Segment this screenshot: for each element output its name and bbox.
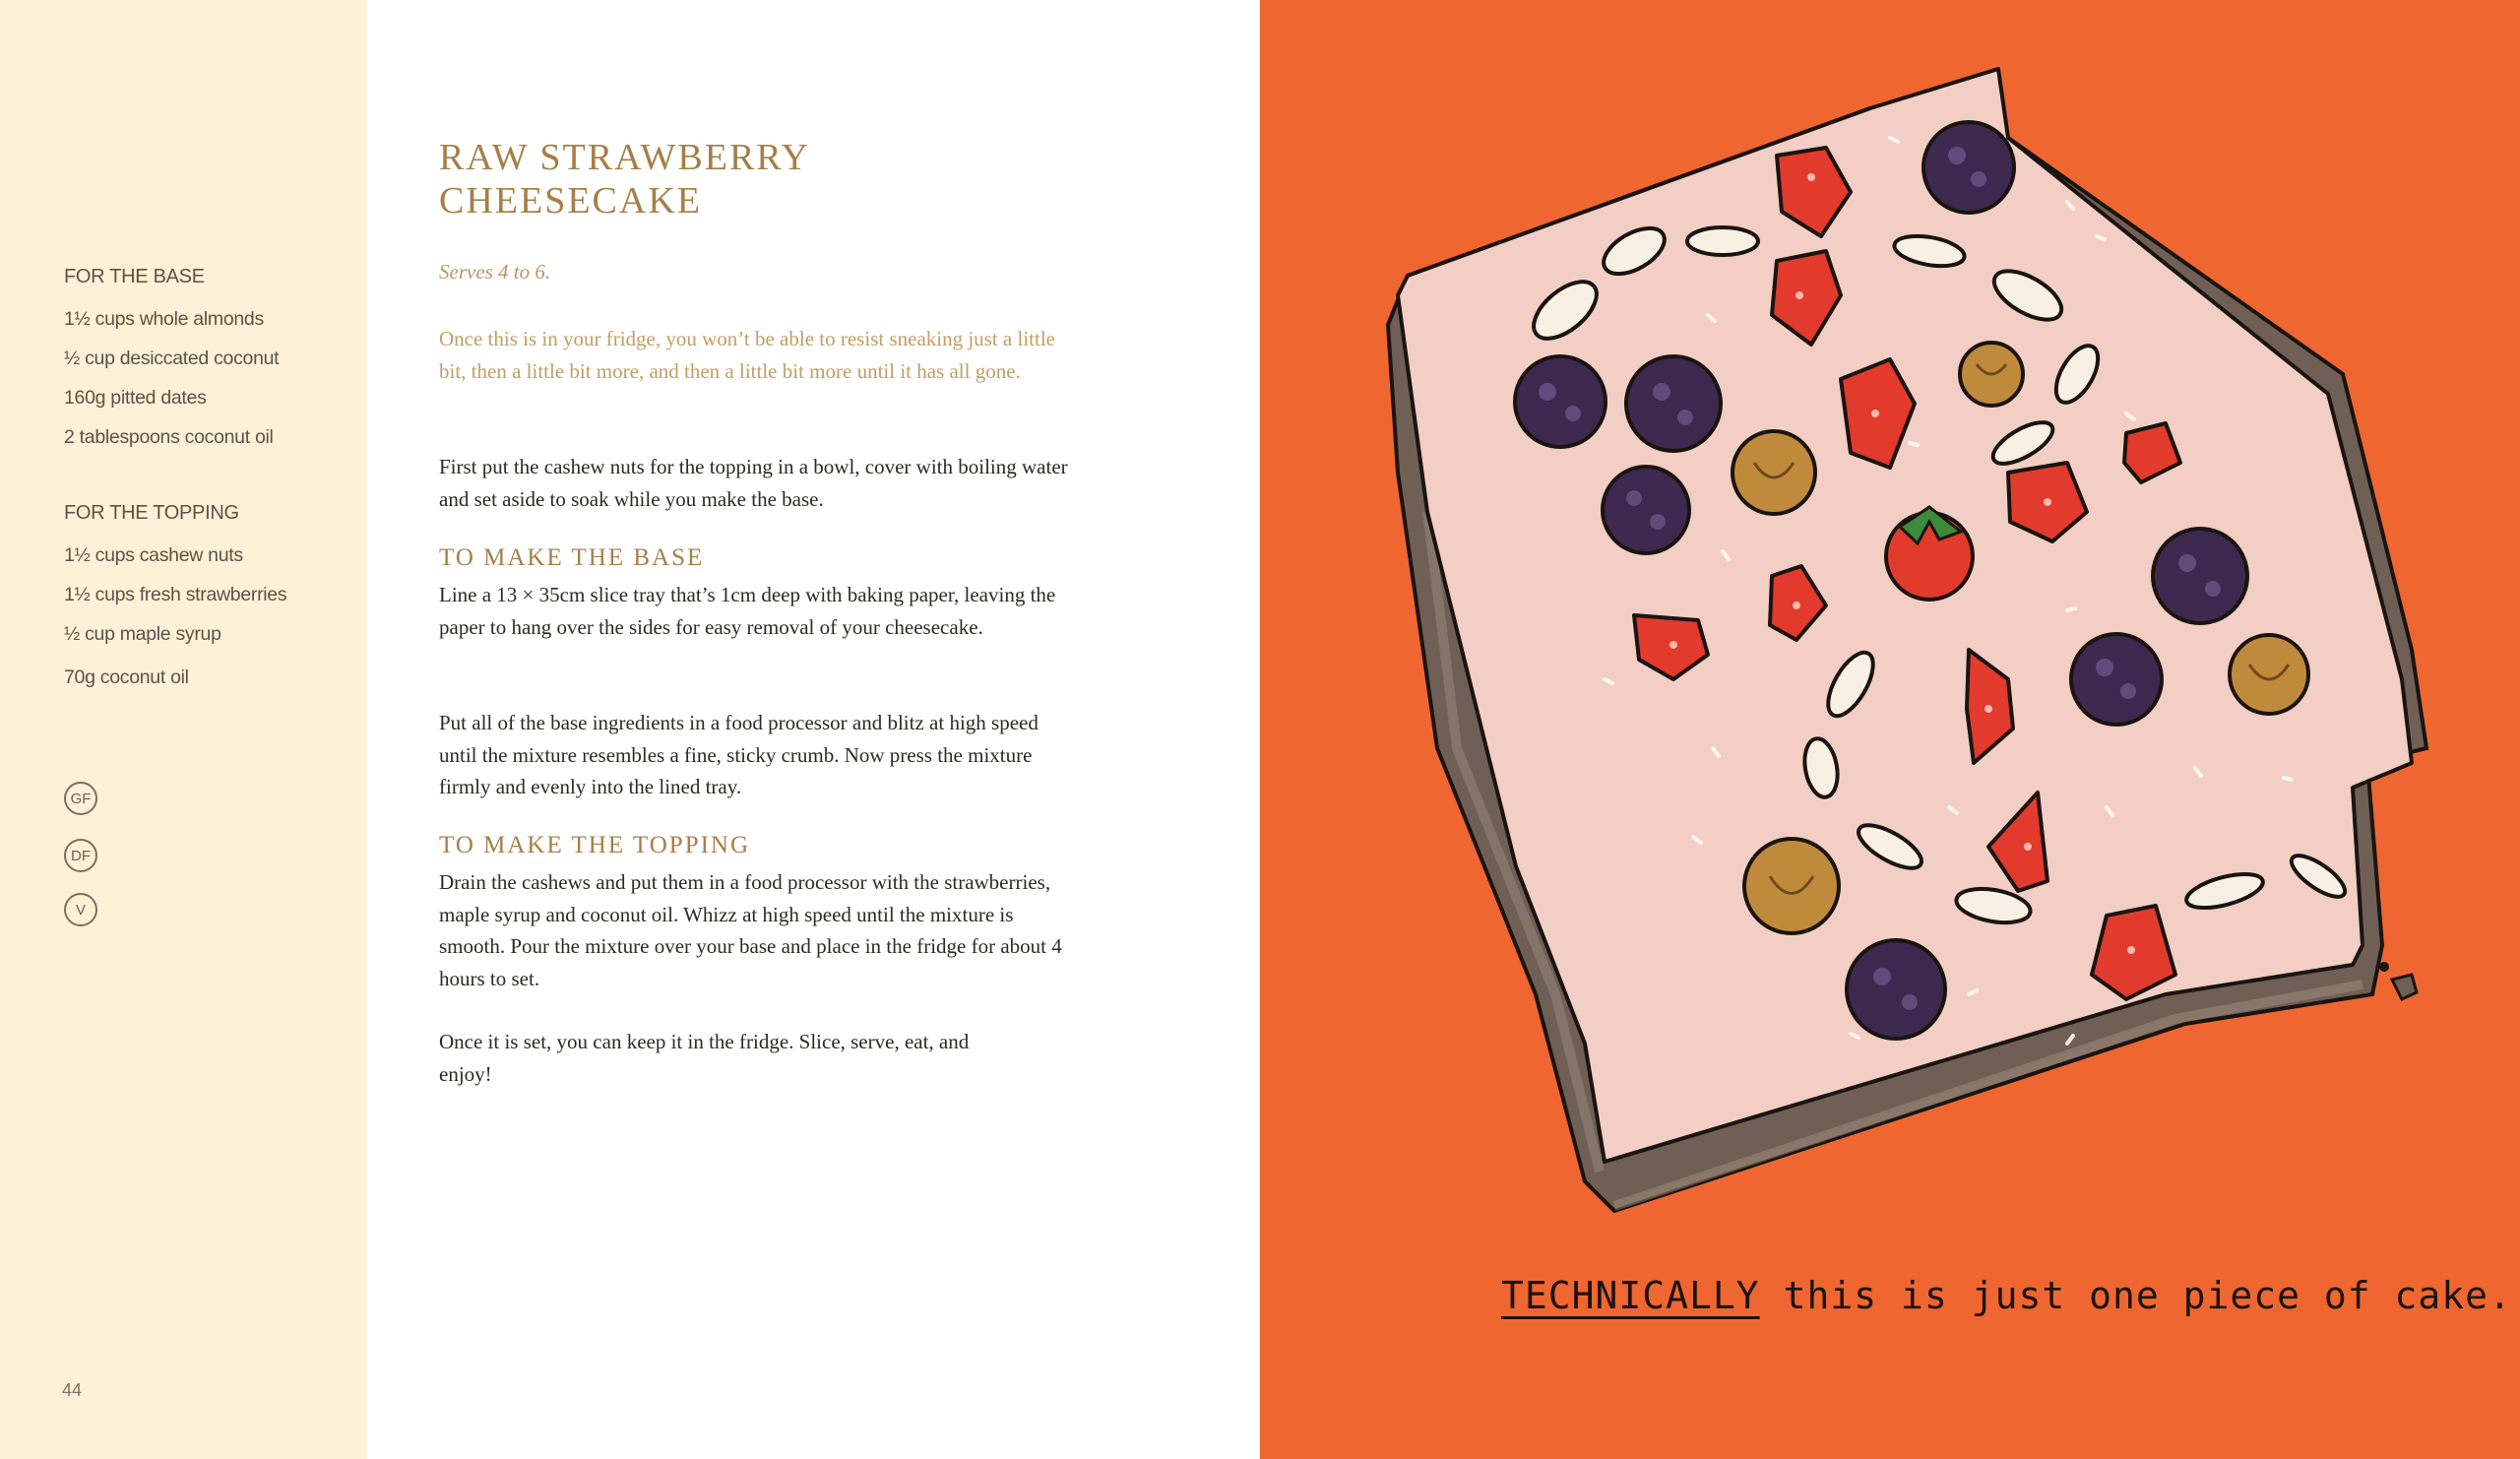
ingredient-item: 1½ cups fresh strawberries <box>64 584 287 605</box>
dairy-free-badge-icon: DF <box>64 839 97 872</box>
base-step-2: Put all of the base ingredients in a food processor and blitz at high speed until the mixture resembles a fine, sticky crumb. Now press the mixture firmly and evenly into the lined tray. <box>439 711 1039 798</box>
ingredient-item: ½ cup desiccated coconut <box>64 348 280 369</box>
recipe-intro: Once this is in your fridge, you won’t be able to resist sneaking just a little bit, then a little bit more, and then a little bit more until it has all gone. <box>439 327 1056 383</box>
page-number: 44 <box>62 1380 83 1400</box>
topping-step-1: Drain the cashews and put them in a food processor with the strawberries, maple syrup and coconut oil. Whizz at high speed until the mixture is smooth. Pour the mixture over your base and place in the fridge for about 4 hours to set. <box>439 870 1062 990</box>
illustration-caption <box>1501 1274 2512 1317</box>
gluten-free-badge-icon: GF <box>64 782 97 815</box>
topping-ingredients-list <box>64 536 286 697</box>
base-step-1: Line a 13 × 35cm slice tray that’s 1cm deep with baking paper, leaving the paper to hang over the sides for easy removal of your cheesecake. <box>439 583 1056 639</box>
topping-step-2: Once it is set, you can keep it in the fridge. Slice, serve, eat, and enjoy! <box>439 1030 970 1086</box>
recipe-title: RAW STRAWBERRY CHEESECAKE <box>439 137 809 222</box>
ingredient-item: 160g pitted dates <box>64 387 207 409</box>
caption-rest: this is just one piece of cake. <box>1783 1274 2512 1317</box>
base-ingredients-heading: FOR THE BASE <box>64 266 205 287</box>
ingredient-item: 1½ cups whole almonds <box>64 308 264 330</box>
soak-step: First put the cashew nuts for the topping in a bowl, cover with boiling water and set aside to soak while you make the base. <box>439 455 1068 511</box>
base-ingredients-list <box>64 299 279 457</box>
topping-method-heading: TO MAKE THE TOPPING <box>439 832 751 858</box>
ingredient-item: ½ cup maple syrup <box>64 623 221 645</box>
cheesecake-illustration <box>1260 0 2520 1459</box>
ingredient-item: 70g coconut oil <box>64 666 189 688</box>
ingredient-item: 2 tablespoons coconut oil <box>64 426 274 448</box>
servings-note: Serves 4 to 6. <box>439 260 551 284</box>
topping-ingredients-heading: FOR THE TOPPING <box>64 502 239 524</box>
ingredient-item: 1½ cups cashew nuts <box>64 544 243 566</box>
ingredients-sidebar <box>0 0 367 1459</box>
base-method-heading: TO MAKE THE BASE <box>439 544 705 571</box>
caption-emphasis: TECHNICALLY <box>1501 1274 1760 1317</box>
cheesecake-drawing <box>1260 0 2520 1459</box>
vegan-badge-icon: V <box>64 893 97 926</box>
